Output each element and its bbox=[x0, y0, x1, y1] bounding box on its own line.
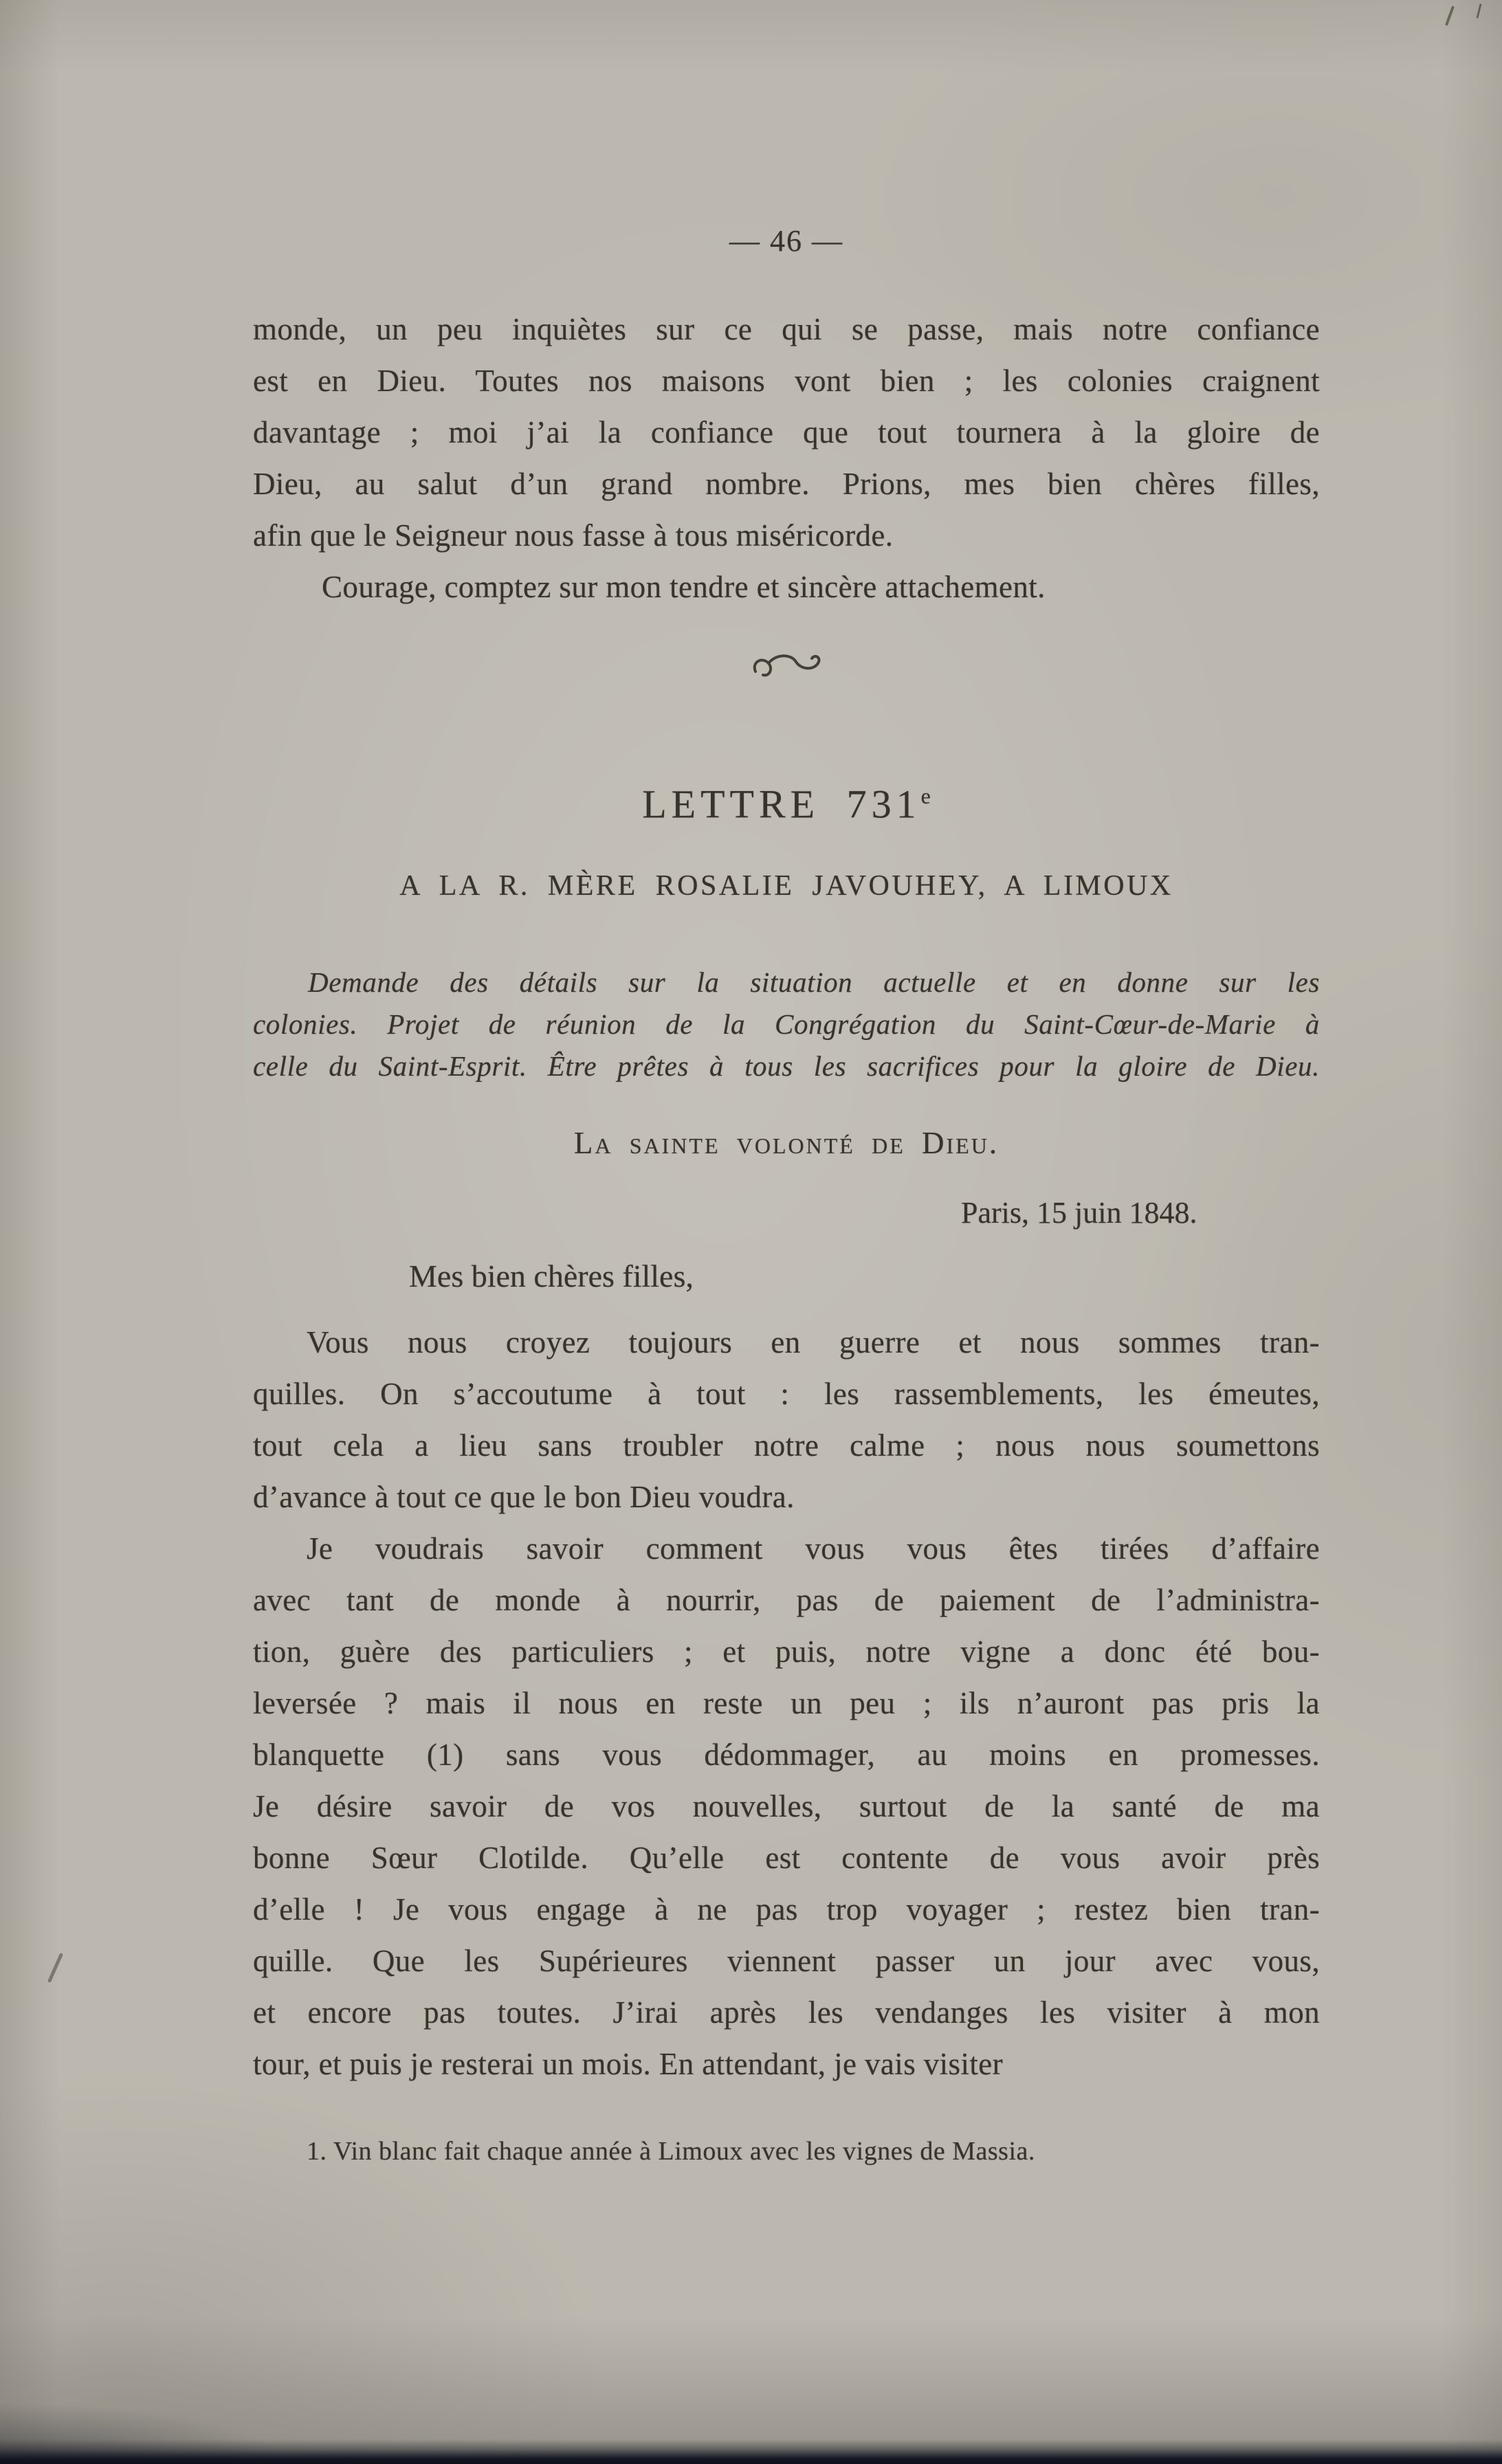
text-line: Demande des détails sur la situation actuelle et en donne sur les bbox=[308, 966, 1320, 999]
fleuron-ornament-icon bbox=[749, 651, 824, 685]
scan-bottom-edge bbox=[0, 2439, 1502, 2464]
letter-summary bbox=[253, 962, 1320, 1087]
text-line: leversée ? mais il nous en reste un peu ; ils n’auront pas pris la bbox=[253, 1686, 1320, 1721]
text-line: d’elle ! Je vous engage à ne pas trop voyager ; restez bien tran- bbox=[253, 1892, 1320, 1927]
text-line: tout cela a lieu sans troubler notre calme ; nous nous soumettons bbox=[253, 1428, 1320, 1463]
text-line: Vous nous croyez toujours en guerre et nous sommes tran- bbox=[307, 1325, 1320, 1360]
body-paragraph-2 bbox=[253, 1523, 1320, 2090]
text-line: monde, un peu inquiètes sur ce qui se passe, mais notre confiance bbox=[253, 312, 1320, 346]
page-number: — 46 — bbox=[729, 224, 843, 258]
letter-heading bbox=[253, 775, 1320, 826]
pen-mark bbox=[47, 1953, 63, 1983]
text-line: tour, et puis je resterai un mois. En attendant, je vais visiter bbox=[253, 2047, 1004, 2082]
text-line: tion, guère des particuliers ; et puis, notre vigne a donc été bou- bbox=[253, 1634, 1320, 1669]
scan-artifact-mark bbox=[1476, 3, 1481, 19]
text-line: d’avance à tout ce que le bon Dieu voudra. bbox=[253, 1480, 795, 1515]
text-line: Dieu, au salut d’un grand nombre. Prions, mes bien chères filles, bbox=[253, 467, 1320, 501]
text-line: Je désire savoir de vos nouvelles, surtout de la santé de ma bbox=[253, 1789, 1320, 1824]
continuation-paragraph bbox=[253, 304, 1320, 562]
text-line: davantage ; moi j’ai la confiance que tout tournera à la gloire de bbox=[253, 415, 1320, 449]
text-line: afin que le Seigneur nous fasse à tous miséricorde. bbox=[253, 518, 894, 553]
text-line: celle du Saint-Esprit. Être prêtes à tous les sacrifices pour la gloire de Dieu. bbox=[253, 1050, 1320, 1083]
text-line: avec tant de monde à nourrir, pas de paiement de l’administra- bbox=[253, 1583, 1320, 1618]
text-line: et encore pas toutes. J’irai après les vendanges les visiter à mon bbox=[253, 1995, 1320, 2030]
text-line: colonies. Projet de réunion de la Congrégation du Saint-Cœur-de-Marie à bbox=[253, 1008, 1320, 1041]
salutation: Mes bien chères filles, bbox=[409, 1258, 694, 1294]
text-line: quille. Que les Supérieures viennent passer un jour avec vous, bbox=[253, 1944, 1320, 1979]
dateline: Paris, 15 juin 1848. bbox=[961, 1196, 1197, 1230]
scan-artifact-mark bbox=[1445, 5, 1455, 26]
letter-heading-superscript: e bbox=[920, 784, 931, 808]
footnote: 1. Vin blanc fait chaque année à Limoux avec les vignes de Massia. bbox=[307, 2137, 1035, 2166]
text-line: quilles. On s’accoutume à tout : les rassemblements, les émeutes, bbox=[253, 1377, 1320, 1412]
closing-line: Courage, comptez sur mon tendre et sincère attachement. bbox=[322, 570, 1046, 604]
letter-motto: La sainte volonté de Dieu. bbox=[573, 1126, 1000, 1161]
text-line: est en Dieu. Toutes nos maisons vont bien ; les colonies craignent bbox=[253, 364, 1320, 398]
body-paragraph-1 bbox=[253, 1317, 1320, 1523]
text-column bbox=[253, 0, 1320, 2168]
letter-recipient: A LA R. MÈRE ROSALIE JAVOUHEY, A LIMOUX bbox=[399, 870, 1173, 902]
letter-heading-text: LETTRE 731 bbox=[642, 781, 921, 827]
text-line: blanquette (1) sans vous dédommager, au moins en promesses. bbox=[253, 1738, 1320, 1773]
text-line: bonne Sœur Clotilde. Qu’elle est contente de vous avoir près bbox=[253, 1841, 1320, 1876]
text-line: Je voudrais savoir comment vous vous êtes tirées d’affaire bbox=[307, 1531, 1320, 1566]
